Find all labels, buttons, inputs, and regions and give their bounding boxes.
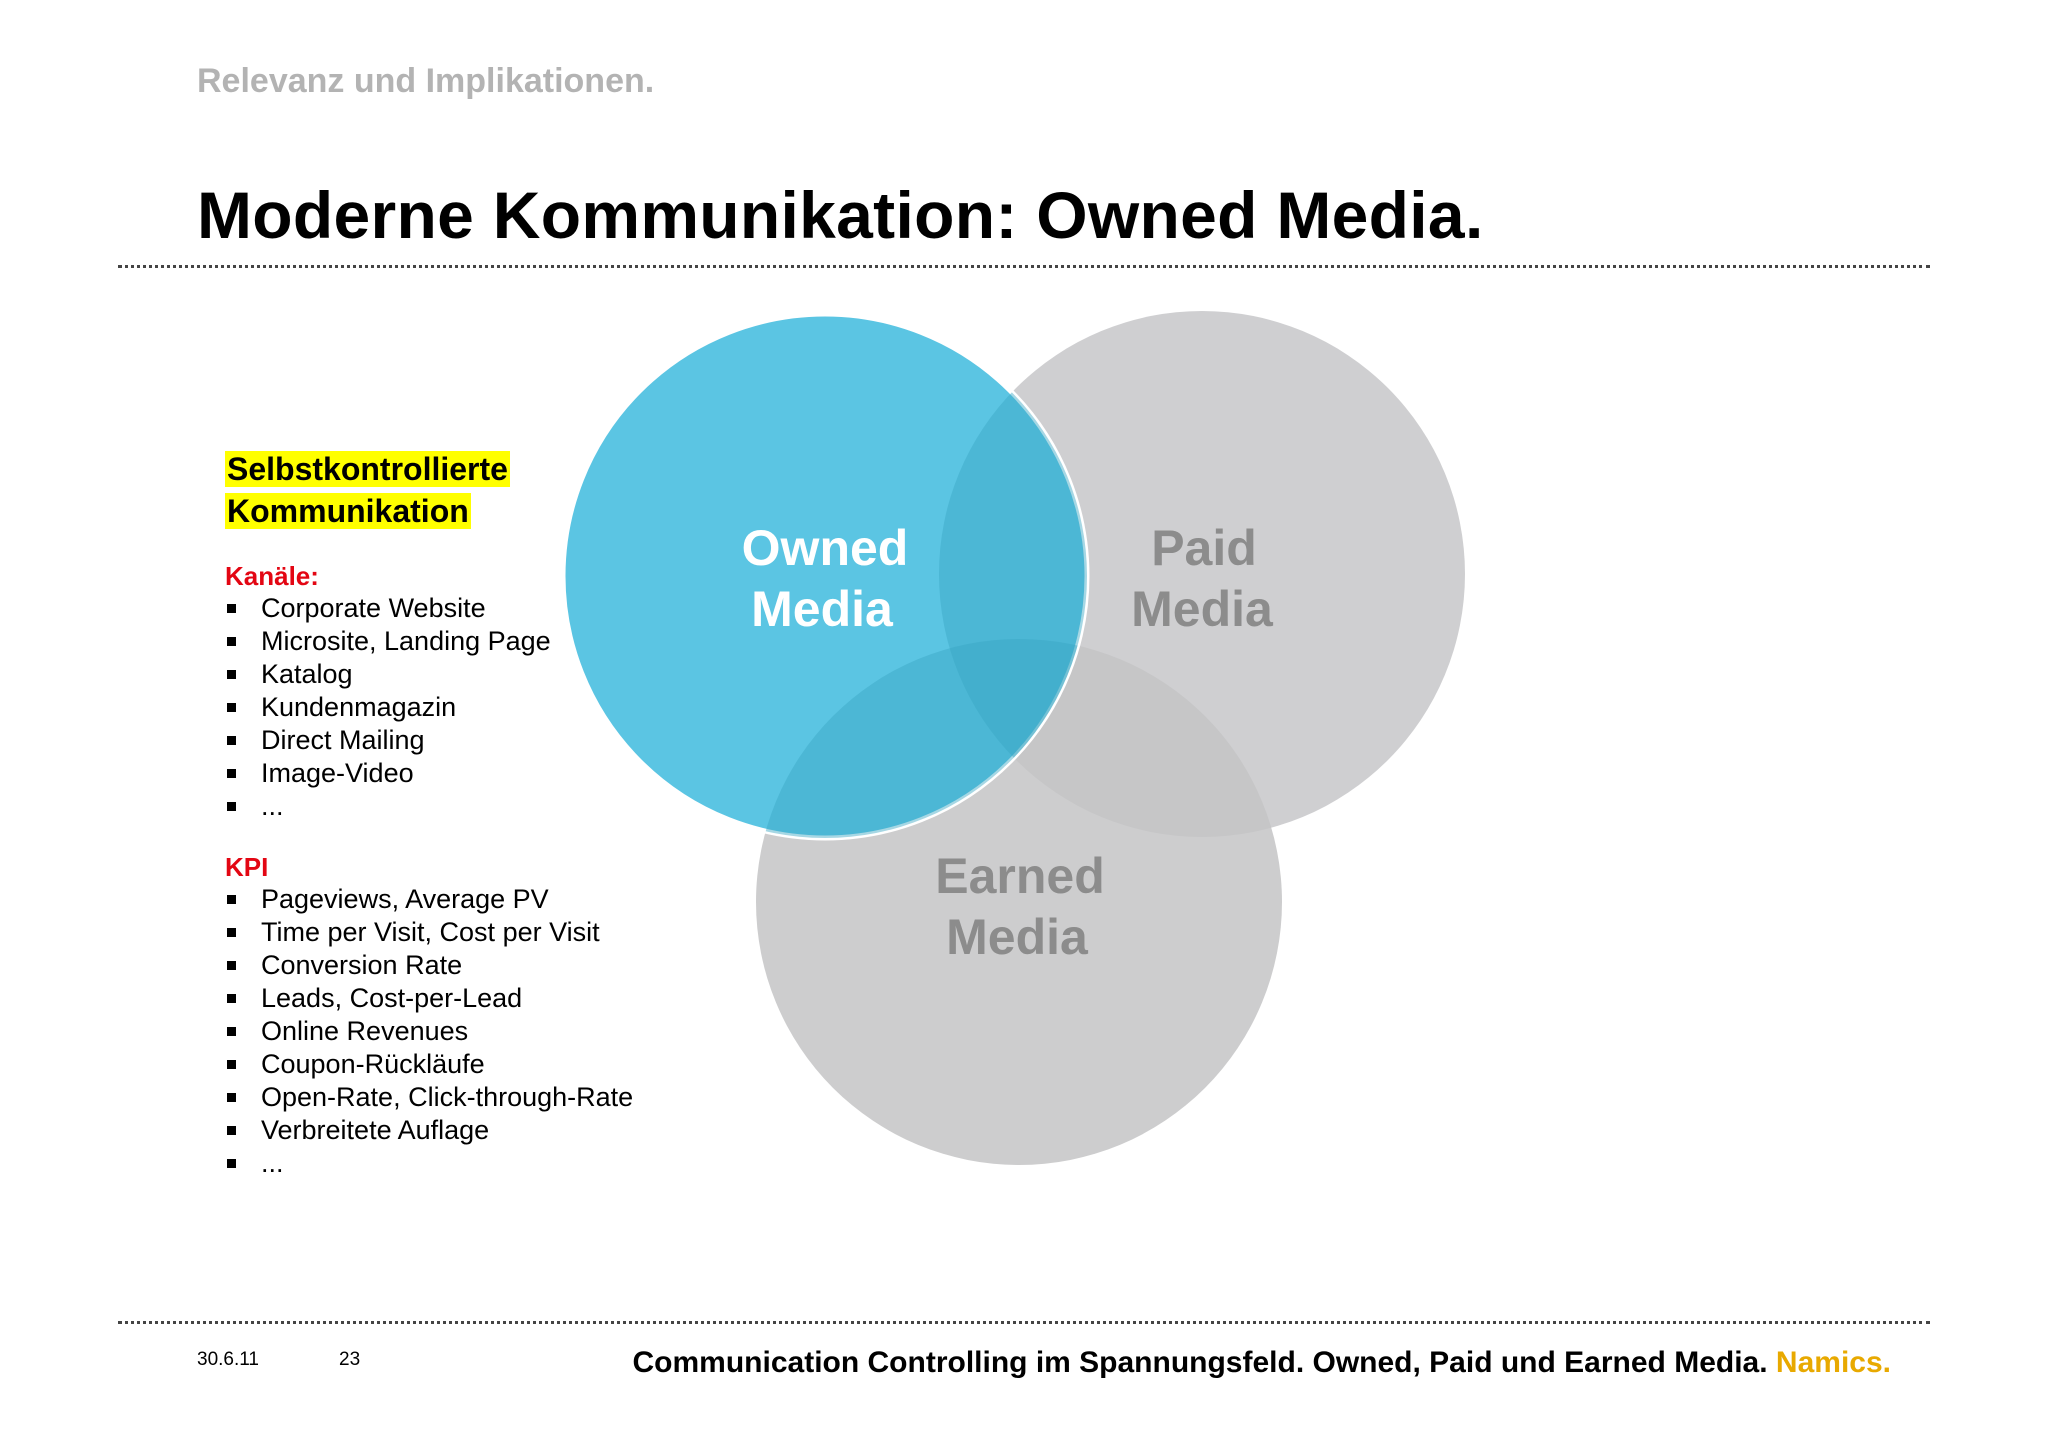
list-item: Time per Visit, Cost per Visit [225,916,745,949]
list-item: Leads, Cost-per-Lead [225,982,745,1015]
owned-label-line-2: Media [751,581,893,637]
list-item: Pageviews, Average PV [225,883,745,916]
list-item: Open-Rate, Click-through-Rate [225,1081,745,1114]
list-item: Direct Mailing [225,724,745,757]
footer-date: 30.6.11 [197,1349,259,1370]
earned-label-line-1: Earned [935,848,1105,904]
kpi-label: KPI [225,852,269,882]
list-item: ... [225,1147,745,1180]
list-item: Kundenmagazin [225,691,745,724]
footer-divider [118,1321,1930,1324]
list-item: Katalog [225,658,745,691]
brand-name: Namics. [1775,1346,1891,1379]
paid-label-line-1: Paid [1151,520,1257,576]
footer-title-text: Communication Controlling im Spannungsfeld. Owned, Paid und Earned Media. [632,1346,1768,1379]
list-item: Image-Video [225,757,745,790]
list-item: ... [225,790,745,823]
page-title: Moderne Kommunikation: Owned Media. [197,178,1484,252]
list-item: Microsite, Landing Page [225,625,745,658]
section-overline: Relevanz und Implikationen. [197,62,655,100]
channels-label: Kanäle: [225,561,319,591]
footer-title [633,1346,1891,1380]
earned-label-line-2: Media [946,909,1088,965]
headline-line-2: Kommunikation [227,493,469,529]
owned-label-line-1: Owned [741,520,909,576]
headline-line-1: Selbstkontrollierte [227,451,508,487]
list-item: Corporate Website [225,592,745,625]
list-item: Verbreitete Auflage [225,1114,745,1147]
page-number: 23 [339,1349,361,1370]
list-item: Coupon-Rückläufe [225,1048,745,1081]
paid-label-line-2: Media [1131,581,1273,637]
list-item: Conversion Rate [225,949,745,982]
list-item: Online Revenues [225,1015,745,1048]
